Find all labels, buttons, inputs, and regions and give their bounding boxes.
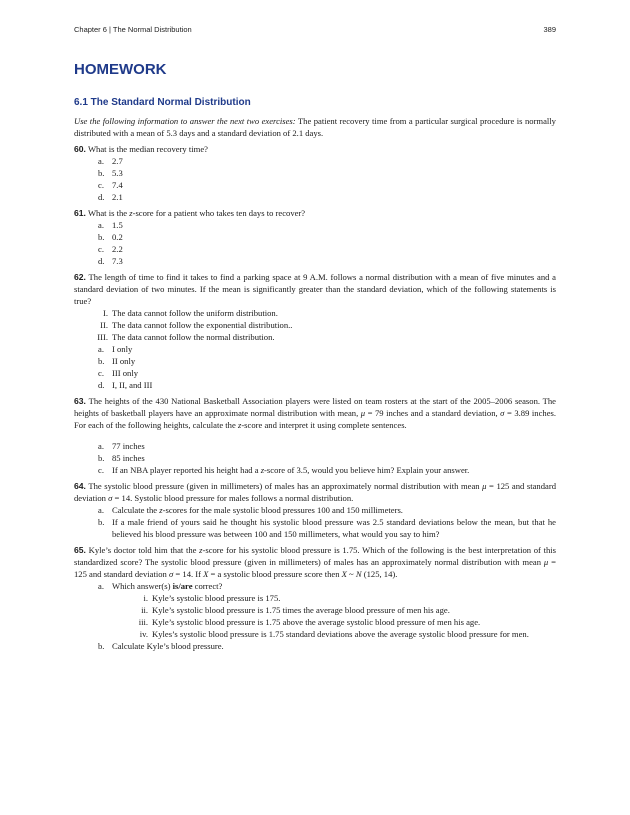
exercise-number: 62. bbox=[74, 272, 86, 282]
choice-text: Kyle’s systolic blood pressure is 175. bbox=[152, 593, 281, 603]
option-text: 5.3 bbox=[112, 168, 123, 178]
option-text: 1.5 bbox=[112, 220, 123, 230]
part-label: c. bbox=[98, 465, 104, 475]
part-text: If a male friend of yours said he thought his systolic blood pressure was 2.5 standard deviations below the mean, but that he believed his blood pressure was between 100 and 150 millimeters, what would you say to him? bbox=[112, 517, 556, 539]
mu-symbol: μ bbox=[482, 481, 487, 491]
intro-paragraph bbox=[74, 115, 556, 139]
statement-item bbox=[74, 331, 556, 343]
exercise-number: 65. bbox=[74, 545, 86, 555]
option-label: d. bbox=[98, 256, 105, 266]
part-text: 77 inches bbox=[112, 441, 145, 451]
option-label: a. bbox=[98, 344, 104, 354]
option-item bbox=[74, 367, 556, 379]
exercise-text: The heights of the 430 National Basketball Association players were listed on team rosters at the start of the 2005–2006 season. The heights of basketball players have an approximate normal distribution with mean, bbox=[74, 396, 556, 418]
exercise-text: The systolic blood pressure (given in millimeters) of males has an approximately normal distribution with mean bbox=[85, 481, 483, 491]
exercise-text: -score and interpret it using complete sentences. bbox=[241, 420, 407, 430]
page-content bbox=[74, 60, 556, 652]
option-label: c. bbox=[98, 368, 104, 378]
part-text: Calculate the bbox=[112, 505, 160, 515]
option-item bbox=[74, 219, 556, 231]
exercise-63-parts bbox=[74, 440, 556, 476]
option-text: I, II, and III bbox=[112, 380, 153, 390]
exercise-text: -score for a patient who takes ten days to recover? bbox=[132, 208, 306, 218]
chapter-title: Chapter 6 | The Normal Distribution bbox=[74, 25, 192, 34]
option-label: c. bbox=[98, 244, 104, 254]
exercise-65-parts bbox=[74, 580, 556, 592]
n-variable: N bbox=[355, 569, 362, 579]
exercise-text: = 79 inches and a standard deviation, bbox=[365, 408, 501, 418]
exercise-60 bbox=[74, 143, 556, 203]
option-text: 2.1 bbox=[112, 192, 123, 202]
option-text: 7.3 bbox=[112, 256, 123, 266]
option-item bbox=[74, 243, 556, 255]
exercise-62-statements bbox=[74, 307, 556, 343]
choice-label: ii. bbox=[141, 605, 148, 615]
option-item bbox=[74, 167, 556, 179]
choice-item bbox=[74, 592, 556, 604]
exercise-65-parts-b bbox=[74, 640, 556, 652]
statement-item bbox=[74, 307, 556, 319]
choice-label: i. bbox=[143, 593, 148, 603]
exercise-64-parts bbox=[74, 504, 556, 540]
part-item bbox=[74, 516, 556, 540]
exercise-65-choices bbox=[74, 592, 556, 640]
intro-italic: Use the following information to answer the next two exercises: bbox=[74, 116, 296, 126]
exercise-number: 60. bbox=[74, 144, 86, 154]
exercise-65-prompt bbox=[74, 544, 556, 580]
z-variable: z bbox=[237, 420, 242, 430]
exercise-text: (125, 14). bbox=[361, 569, 398, 579]
z-variable: z bbox=[129, 208, 133, 218]
exercise-number: 63. bbox=[74, 396, 86, 406]
exercise-text: = 125 and standard deviation bbox=[74, 481, 557, 503]
option-label: a. bbox=[98, 220, 104, 230]
part-text: -scores for the male systolic blood pressures 100 and 150 millimeters. bbox=[162, 505, 403, 515]
option-label: c. bbox=[98, 180, 104, 190]
choice-label: iv. bbox=[139, 629, 148, 639]
part-item bbox=[74, 452, 556, 464]
exercise-62-options bbox=[74, 343, 556, 391]
exercise-61-prompt bbox=[74, 207, 556, 219]
part-item bbox=[74, 440, 556, 452]
option-label: a. bbox=[98, 156, 104, 166]
option-label: b. bbox=[98, 168, 105, 178]
part-label: a. bbox=[98, 505, 104, 515]
sigma-symbol: σ bbox=[108, 493, 113, 503]
mu-symbol: μ bbox=[360, 408, 366, 418]
option-text: 2.2 bbox=[112, 244, 123, 254]
exercise-text: = a systolic blood pressure score then bbox=[208, 569, 342, 579]
exercise-text: What is the bbox=[85, 208, 130, 218]
part-text: correct? bbox=[192, 581, 223, 591]
z-variable: z bbox=[199, 545, 203, 555]
option-item bbox=[74, 379, 556, 391]
part-label: a. bbox=[98, 441, 104, 451]
choice-item bbox=[74, 616, 556, 628]
option-item bbox=[74, 191, 556, 203]
spacer bbox=[74, 431, 556, 440]
exercise-62 bbox=[74, 271, 556, 391]
option-item bbox=[74, 231, 556, 243]
part-item bbox=[74, 504, 556, 516]
choice-label: iii. bbox=[138, 617, 148, 627]
exercise-63-prompt bbox=[74, 395, 556, 431]
intro-text: The patient recovery time from a particular surgical procedure is normally distributed with a mean of 5.3 days and a standard deviation of 2.1 days. bbox=[74, 116, 556, 138]
part-bold-text: is/are bbox=[172, 581, 193, 591]
statement-label: III. bbox=[97, 332, 108, 342]
option-item bbox=[74, 179, 556, 191]
option-label: b. bbox=[98, 232, 105, 242]
z-variable: z bbox=[159, 505, 163, 515]
exercise-text: = 14. If bbox=[173, 569, 204, 579]
exercise-number: 61. bbox=[74, 208, 86, 218]
exercise-text: What is the median recovery time? bbox=[85, 144, 208, 154]
choice-text: Kyles’s systolic blood pressure is 1.75 standard deviations above the average systolic blood pressure for men. bbox=[152, 629, 529, 639]
exercise-60-options bbox=[74, 155, 556, 203]
option-text: 2.7 bbox=[112, 156, 123, 166]
exercise-text: = 3.89 inches. For each of the following heights, calculate the bbox=[74, 408, 556, 430]
exercise-text: The length of time to find it takes to find a parking space at 9 A.M. follows a normal distribution with a mean of five minutes and a standard deviation of two minutes. If the mean is significantly greater than the standard deviation, which of the following statements is true? bbox=[74, 272, 556, 306]
part-text: -score of 3.5, would you believe him? Explain your answer. bbox=[264, 465, 470, 475]
statement-label: I. bbox=[102, 308, 108, 318]
exercise-text: ~ bbox=[346, 569, 356, 579]
statement-item bbox=[74, 319, 556, 331]
sigma-symbol: σ bbox=[500, 408, 505, 418]
exercise-61 bbox=[74, 207, 556, 267]
option-text: I only bbox=[112, 344, 133, 354]
part-label: b. bbox=[98, 641, 105, 651]
option-text: 0.2 bbox=[112, 232, 123, 242]
part-text: 85 inches bbox=[112, 453, 145, 463]
option-text: 7.4 bbox=[112, 180, 123, 190]
exercise-62-prompt bbox=[74, 271, 556, 307]
homework-heading: HOMEWORK bbox=[74, 61, 167, 78]
part-item bbox=[74, 640, 556, 652]
statement-text: The data cannot follow the exponential distribution.. bbox=[112, 320, 293, 330]
exercise-number: 64. bbox=[74, 481, 86, 491]
exercise-text: = 14. Systolic blood pressure for males follows a normal distribution. bbox=[112, 493, 354, 503]
part-item bbox=[74, 580, 556, 592]
part-text: Calculate Kyle’s blood pressure. bbox=[112, 641, 224, 651]
option-text: II only bbox=[112, 356, 136, 366]
exercise-64 bbox=[74, 480, 556, 540]
statement-text: The data cannot follow the normal distribution. bbox=[112, 332, 275, 342]
exercise-text: Kyle’s doctor told him that the bbox=[85, 545, 200, 555]
choice-text: Kyle’s systolic blood pressure is 1.75 above the average systolic blood pressure of men his age. bbox=[152, 617, 481, 627]
part-item bbox=[74, 464, 556, 476]
exercise-65 bbox=[74, 544, 556, 652]
part-text: If an NBA player reported his height had a bbox=[112, 465, 261, 475]
exercise-63 bbox=[74, 395, 556, 476]
x-variable: X bbox=[203, 569, 209, 579]
choice-item bbox=[74, 604, 556, 616]
option-label: d. bbox=[98, 192, 105, 202]
statement-text: The data cannot follow the uniform distribution. bbox=[112, 308, 278, 318]
exercise-61-options bbox=[74, 219, 556, 267]
part-label: b. bbox=[98, 453, 105, 463]
option-item bbox=[74, 343, 556, 355]
page-number: 389 bbox=[543, 25, 556, 34]
sigma-symbol: σ bbox=[169, 569, 174, 579]
option-item bbox=[74, 155, 556, 167]
option-label: b. bbox=[98, 356, 105, 366]
part-text: Which answer(s) bbox=[112, 581, 173, 591]
mu-symbol: μ bbox=[543, 557, 549, 567]
exercise-64-prompt bbox=[74, 480, 556, 504]
option-label: d. bbox=[98, 380, 105, 390]
z-variable: z bbox=[260, 465, 265, 475]
exercise-60-prompt bbox=[74, 143, 556, 155]
exercise-text: -score for his systolic blood pressure is 1.75. Which of the following is the best interpretation of this standardized score? The systolic blood pressure (given in millimeters) of males has an approximately normal distribution with mean bbox=[74, 545, 556, 567]
x-variable: X bbox=[341, 569, 347, 579]
choice-item bbox=[74, 628, 556, 640]
part-label: a. bbox=[98, 581, 104, 591]
option-text: III only bbox=[112, 368, 139, 378]
part-label: b. bbox=[98, 517, 105, 527]
section-heading: 6.1 The Standard Normal Distribution bbox=[74, 97, 251, 108]
choice-text: Kyle’s systolic blood pressure is 1.75 times the average blood pressure of men his age. bbox=[152, 605, 450, 615]
option-item bbox=[74, 355, 556, 367]
exercise-text: = 125 and standard deviation bbox=[74, 557, 556, 579]
option-item bbox=[74, 255, 556, 267]
statement-label: II. bbox=[100, 320, 108, 330]
